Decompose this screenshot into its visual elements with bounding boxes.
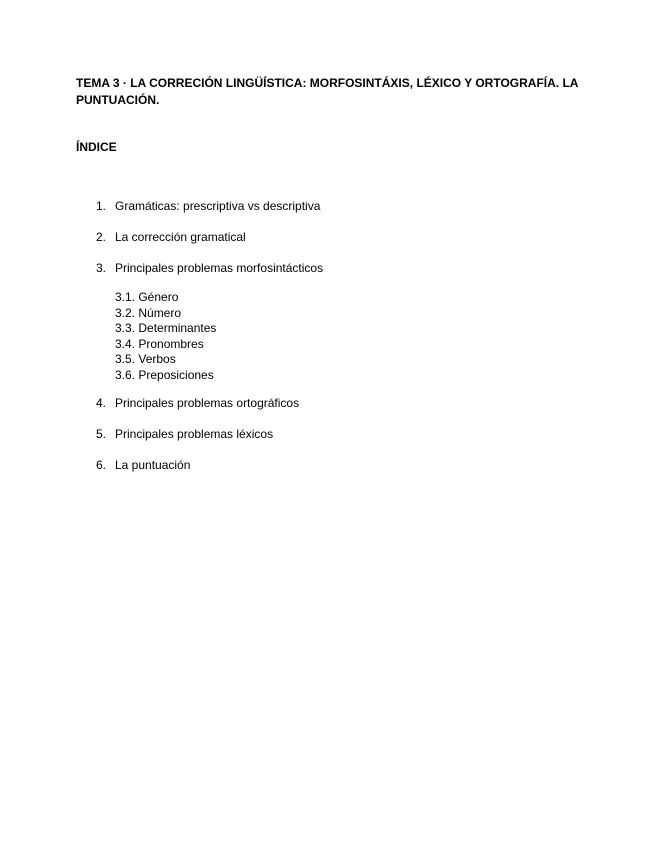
toc-subitem: 3.2. Número bbox=[115, 305, 182, 320]
toc-item-label: Principales problemas ortográficos bbox=[115, 396, 300, 410]
toc-subitem: 3.6. Preposiciones bbox=[115, 367, 214, 382]
toc-item-number: 6. bbox=[96, 458, 107, 472]
toc-item-label: Principales problemas léxicos bbox=[115, 427, 274, 441]
document-title: TEMA 3 · LA CORRECIÓN LINGÜÍSTICA: MORFOSINTÁXIS, LÉXICO Y ORTOGRAFÍA. LA PUNTUACIÓN. bbox=[76, 76, 579, 107]
toc-item-number: 2. bbox=[96, 230, 107, 244]
toc-item-label: La puntuación bbox=[115, 458, 191, 472]
index-heading: ÍNDICE bbox=[76, 140, 117, 154]
toc-subitem: 3.3. Determinantes bbox=[115, 321, 217, 336]
toc-item-4 bbox=[96, 396, 299, 410]
toc-sublist bbox=[115, 290, 216, 384]
toc-item-3 bbox=[96, 261, 323, 275]
toc-subitem: 3.1. Género bbox=[115, 290, 179, 304]
toc-item-number: 1. bbox=[96, 199, 107, 213]
toc-item-number: 3. bbox=[96, 261, 107, 275]
toc-item-5 bbox=[96, 427, 273, 441]
toc-subitem: 3.4. Pronombres bbox=[115, 336, 204, 351]
toc-item-label: Principales problemas morfosintácticos bbox=[115, 261, 324, 275]
toc-item-number: 4. bbox=[96, 396, 107, 410]
toc-item-2 bbox=[96, 230, 246, 244]
toc-item-6 bbox=[96, 458, 190, 472]
toc-subitem: 3.5. Verbos bbox=[115, 352, 176, 367]
toc-item-number: 5. bbox=[96, 427, 107, 441]
toc-item-label: Gramáticas: prescriptiva vs descriptiva bbox=[115, 199, 321, 213]
toc-item-label: La corrección gramatical bbox=[115, 230, 246, 244]
toc-item-1 bbox=[96, 199, 320, 213]
